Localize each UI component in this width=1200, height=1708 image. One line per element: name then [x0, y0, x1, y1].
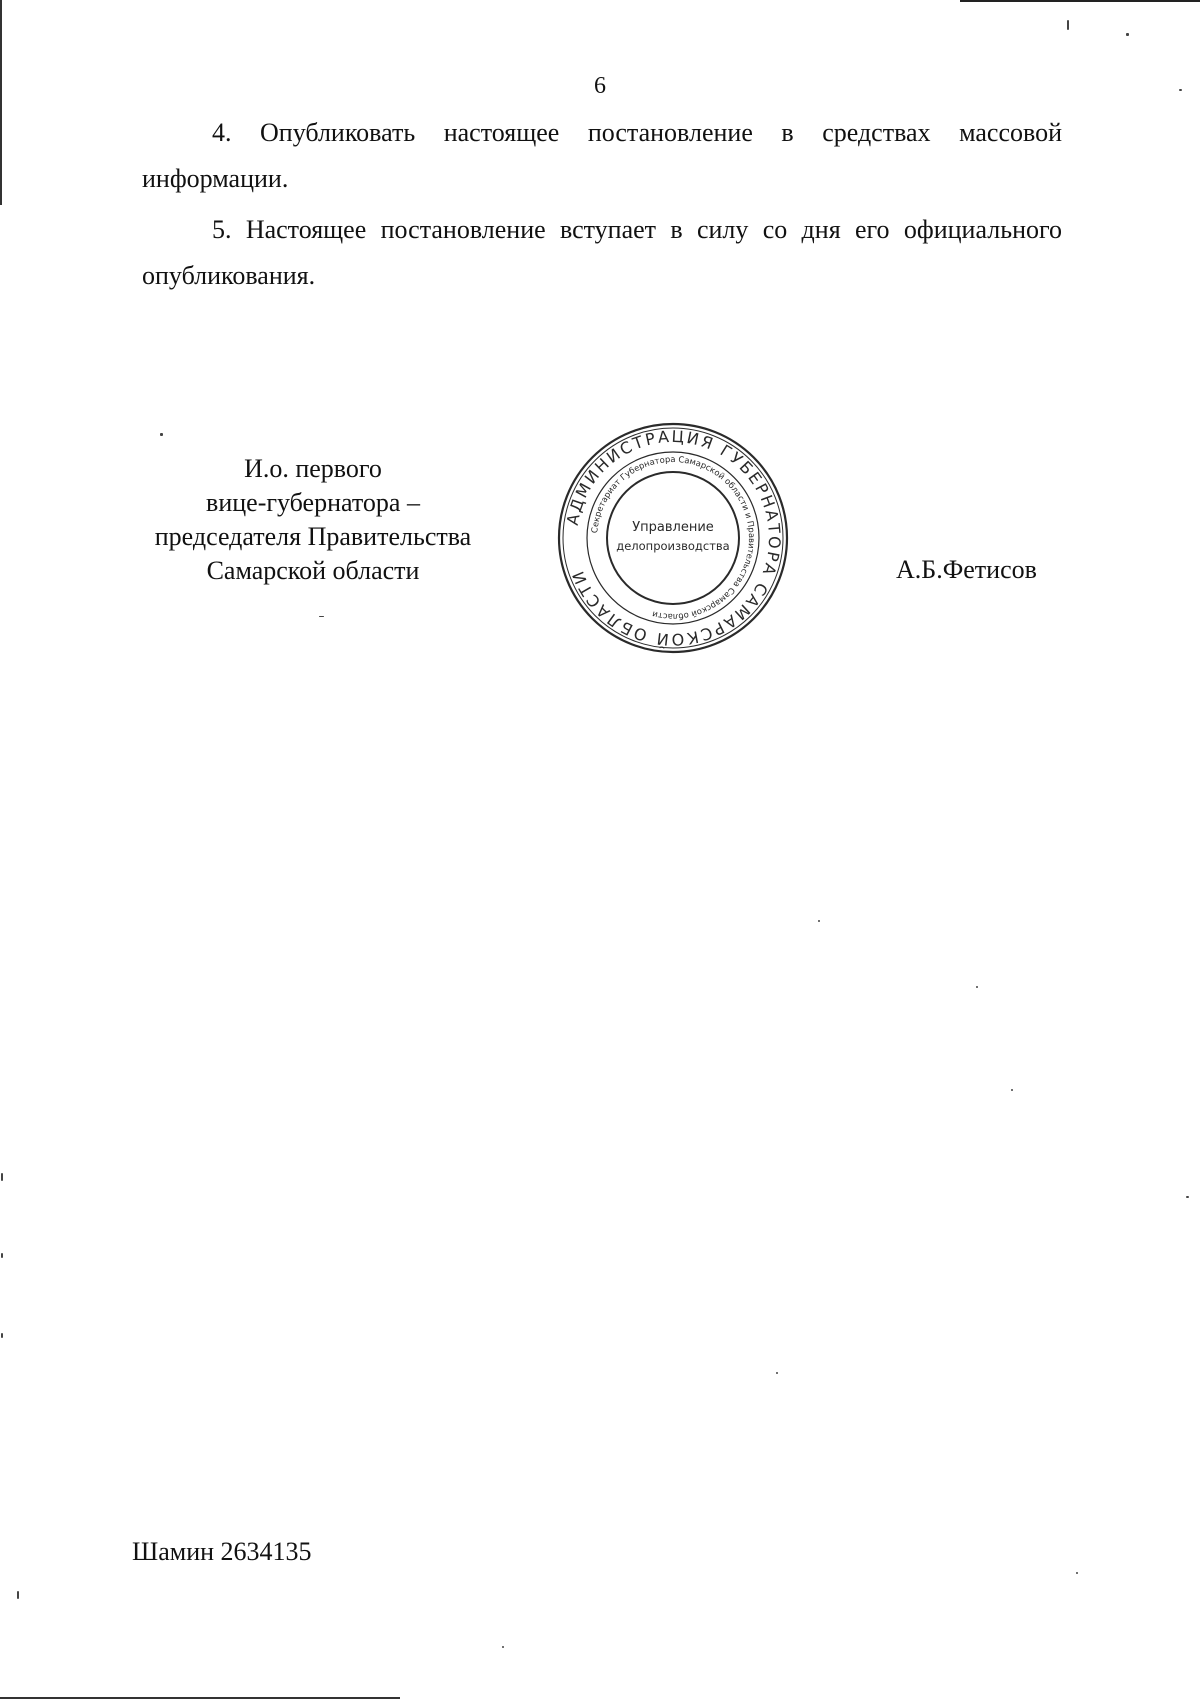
- scan-speck: [776, 1372, 778, 1374]
- seal-outer-text: АДМИНИСТРАЦИЯ ГУБЕРНАТОРА САМАРСКОЙ ОБЛАСТИ: [562, 426, 785, 650]
- scan-edge-top: [960, 0, 1200, 2]
- scan-speck: [1067, 20, 1069, 30]
- signer-position: [128, 452, 498, 588]
- signer-position-line: вице-губернатора –: [206, 488, 420, 517]
- scan-edge-bottom: [0, 1697, 400, 1699]
- scan-speck: [1011, 1089, 1013, 1091]
- paragraph-5: 5. Настоящее постановление вступает в силу со дня его официального опубликования.: [142, 215, 1062, 290]
- scan-speck: [160, 433, 163, 436]
- signer-position-line: И.о. первого: [244, 454, 382, 483]
- signer-position-line: председателя Правительства: [154, 522, 472, 551]
- signer-position-line: Самарской области: [206, 556, 420, 585]
- page-number: 6: [594, 73, 606, 99]
- paragraph-4: 4. Опубликовать настоящее постановление в средствах массовой информации.: [142, 118, 1062, 193]
- signer-name: А.Б.Фетисов: [896, 555, 1037, 584]
- scan-speck: [319, 616, 324, 617]
- seal-center-line-2: делопроизводства: [616, 539, 730, 553]
- scan-speck: [1186, 1196, 1189, 1198]
- scan-speck: [1, 1333, 3, 1338]
- scan-speck: [818, 920, 820, 922]
- executor-contact: Шамин 2634135: [132, 1537, 312, 1566]
- official-seal-stamp: [555, 420, 791, 656]
- scan-speck: [502, 1646, 504, 1648]
- seal-center-line-1: Управление: [632, 520, 714, 535]
- scan-speck: [1, 1173, 3, 1181]
- scan-edge-left: [0, 0, 2, 205]
- scan-speck: [1, 1253, 3, 1258]
- scan-speck: [1076, 1572, 1078, 1574]
- scan-speck: [17, 1591, 19, 1599]
- scan-speck: [1126, 33, 1129, 36]
- seal-inner-ring-text: Секретариат Губернатора Самарской области и Правительства Самарской области: [589, 453, 758, 623]
- scan-speck: [976, 986, 978, 988]
